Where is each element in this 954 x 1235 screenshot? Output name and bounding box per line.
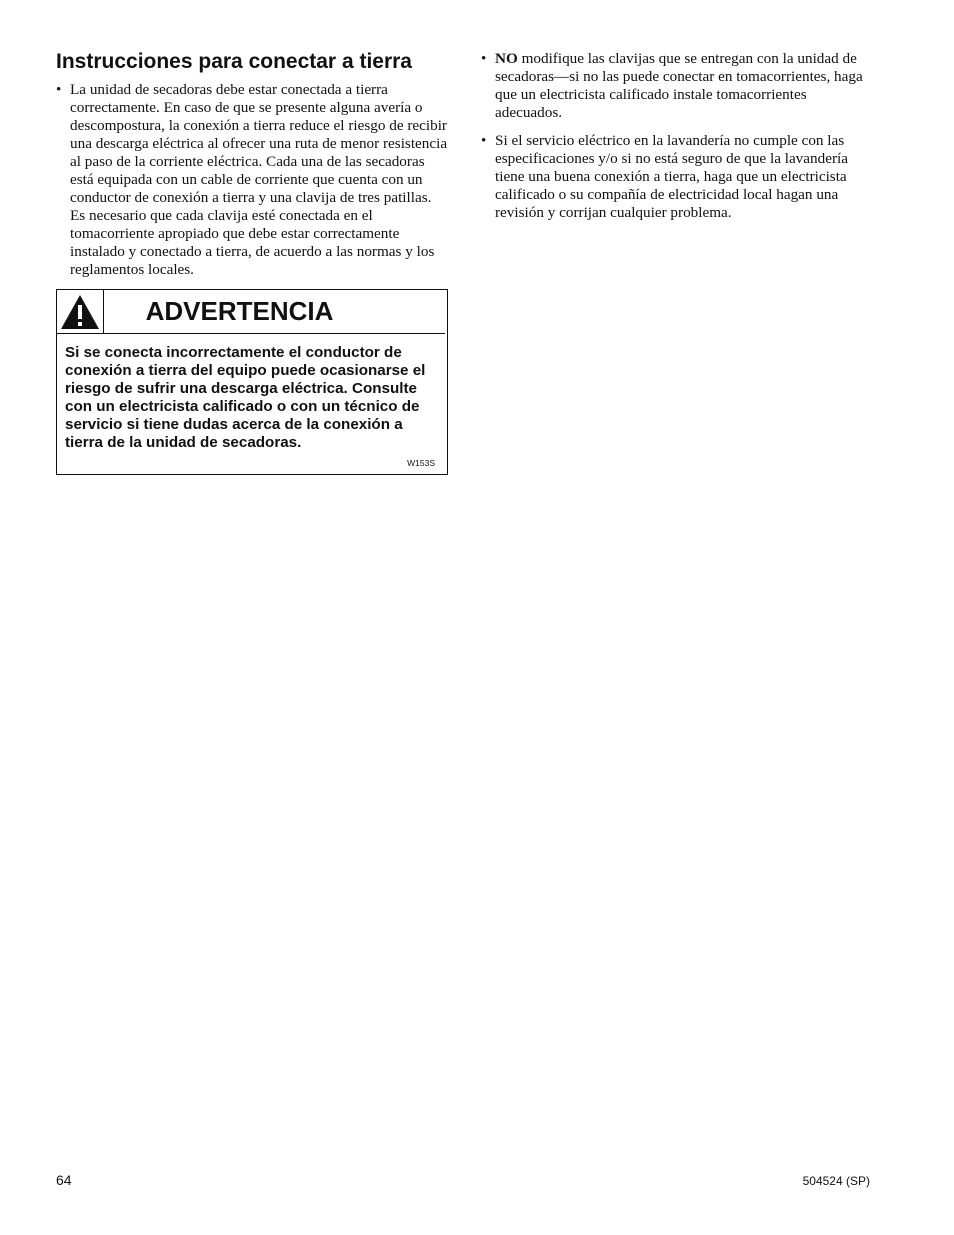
warning-title: ADVERTENCIA bbox=[145, 296, 334, 326]
warning-icon-cell bbox=[57, 290, 104, 333]
page-number: 64 bbox=[56, 1172, 72, 1188]
left-column bbox=[56, 50, 448, 475]
list-item-text: modifique las clavijas que se entregan con la unidad de secadoras—si no las puede conectar en tomacorrientes, haga que un electricista calificado instale tomacorrientes adecuados. bbox=[495, 50, 863, 121]
list-item-emphasis: NO bbox=[495, 50, 518, 67]
bullet-glyph: • bbox=[481, 50, 487, 67]
section-heading: Instrucciones para conectar a tierra bbox=[56, 50, 412, 73]
warning-code: W153S bbox=[407, 458, 435, 468]
list-item-text: La unidad de secadoras debe estar conectada a tierra correctamente. En caso de que se presente alguna avería o descompostura, la conexión a tierra reduce el riesgo de recibir una descarga eléctrica al ofrecer una ruta de menor resistencia al paso de la corriente eléctrica. Cada una de las secadoras está equipada con un cable de corriente que cuenta con un conductor de conexión a tierra y una clavija de tres patillas. Es necesario que cada clavija esté conectada en el tomacorriente apropiado que debe estar correctamente instalado y conectado a tierra, de acuerdo a las normas y los reglamentos locales. bbox=[70, 81, 448, 278]
right-column bbox=[481, 50, 873, 232]
bullet-glyph: • bbox=[56, 81, 62, 98]
warning-header bbox=[57, 290, 445, 334]
list-item bbox=[481, 132, 873, 222]
right-bullet-list bbox=[481, 50, 873, 222]
list-item-text: Si el servicio eléctrico en la lavandería no cumple con las especificaciones y/o si no está seguro de que la lavandería tiene una buena conexión a tierra, haga que un electricista calificado o su compañía de electricidad local hagan una revisión y corrijan cualquier problema. bbox=[495, 132, 848, 221]
warning-text: Si se conecta incorrectamente el conductor de conexión a tierra del equipo puede ocasionarse el riesgo de sufrir una descarga eléctrica. Consulte con un electricista calificado o con un técnico de servicio si tiene dudas acerca de la conexión a tierra de la unidad de secadoras. bbox=[65, 344, 426, 451]
document-code: 504524 (SP) bbox=[802, 1174, 870, 1188]
list-item bbox=[56, 81, 448, 279]
list-item bbox=[481, 50, 873, 122]
warning-triangle-icon bbox=[60, 294, 100, 330]
warning-box bbox=[56, 289, 448, 475]
bullet-glyph: • bbox=[481, 132, 487, 149]
left-bullet-list bbox=[56, 81, 448, 279]
